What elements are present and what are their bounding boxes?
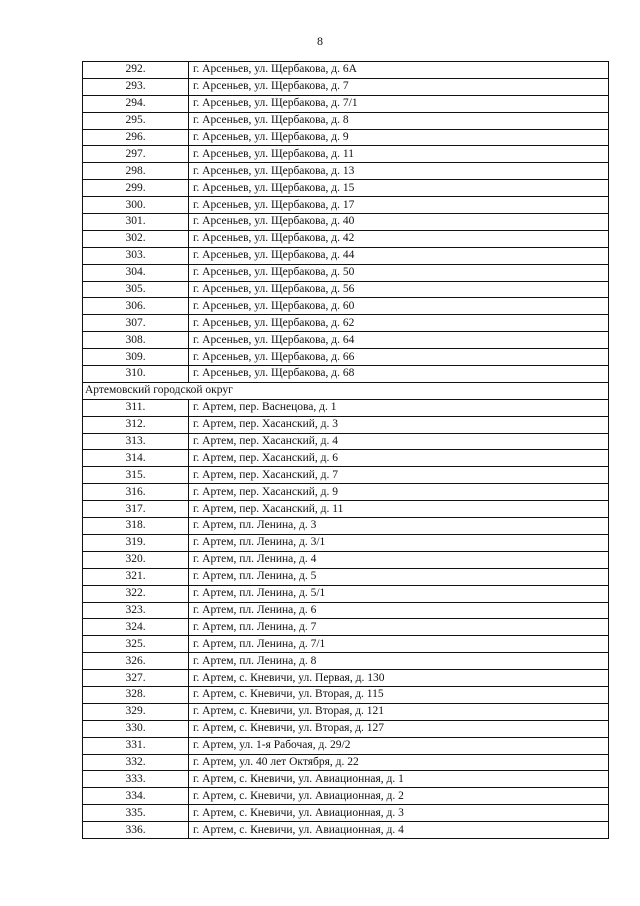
row-address: г. Арсеньев, ул. Щербакова, д. 6А <box>189 62 609 79</box>
table-row <box>83 551 609 568</box>
row-address: г. Арсеньев, ул. Щербакова, д. 17 <box>189 197 609 214</box>
row-number: 319. <box>83 534 189 551</box>
row-number: 302. <box>83 230 189 247</box>
table-row <box>83 720 609 737</box>
row-address: г. Арсеньев, ул. Щербакова, д. 44 <box>189 247 609 264</box>
row-address: г. Арсеньев, ул. Щербакова, д. 11 <box>189 146 609 163</box>
row-address: г. Арсеньев, ул. Щербакова, д. 42 <box>189 230 609 247</box>
row-number: 315. <box>83 467 189 484</box>
row-address: г. Артем, пер. Хасанский, д. 3 <box>189 416 609 433</box>
row-number: 314. <box>83 450 189 467</box>
row-address: г. Артем, пер. Хасанский, д. 11 <box>189 501 609 518</box>
row-address: г. Арсеньев, ул. Щербакова, д. 56 <box>189 281 609 298</box>
row-address: г. Артем, с. Кневичи, ул. Авиационная, д. 4 <box>189 822 609 839</box>
row-address: г. Арсеньев, ул. Щербакова, д. 50 <box>189 264 609 281</box>
row-address: г. Арсеньев, ул. Щербакова, д. 15 <box>189 180 609 197</box>
row-number: 320. <box>83 551 189 568</box>
row-address: г. Арсеньев, ул. Щербакова, д. 13 <box>189 163 609 180</box>
row-number: 292. <box>83 62 189 79</box>
row-address: г. Арсеньев, ул. Щербакова, д. 7 <box>189 78 609 95</box>
table-row <box>83 315 609 332</box>
row-address: г. Артем, пл. Ленина, д. 7 <box>189 619 609 636</box>
row-address: г. Арсеньев, ул. Щербакова, д. 9 <box>189 129 609 146</box>
row-number: 323. <box>83 602 189 619</box>
table-row <box>83 534 609 551</box>
page-number: 8 <box>317 34 323 48</box>
row-address: г. Арсеньев, ул. Щербакова, д. 7/1 <box>189 95 609 112</box>
row-address: г. Артем, пер. Хасанский, д. 7 <box>189 467 609 484</box>
address-table <box>82 61 609 839</box>
row-number: 301. <box>83 214 189 231</box>
row-number: 327. <box>83 670 189 687</box>
row-number: 318. <box>83 518 189 535</box>
row-number: 308. <box>83 332 189 349</box>
row-address: г. Артем, с. Кневичи, ул. Вторая, д. 115 <box>189 686 609 703</box>
row-address: г. Артем, с. Кневичи, ул. Вторая, д. 121 <box>189 703 609 720</box>
table-row <box>83 95 609 112</box>
table-row <box>83 805 609 822</box>
row-address: г. Артем, пл. Ленина, д. 3/1 <box>189 534 609 551</box>
row-address: г. Артем, пер. Хасанский, д. 4 <box>189 433 609 450</box>
row-number: 293. <box>83 78 189 95</box>
row-address: г. Артем, пл. Ленина, д. 4 <box>189 551 609 568</box>
table-row <box>83 366 609 383</box>
table-row <box>83 501 609 518</box>
row-address: г. Артем, пл. Ленина, д. 5/1 <box>189 585 609 602</box>
row-number: 298. <box>83 163 189 180</box>
row-address: г. Артем, пл. Ленина, д. 6 <box>189 602 609 619</box>
row-address: г. Артем, пер. Васнецова, д. 1 <box>189 399 609 416</box>
row-number: 309. <box>83 349 189 366</box>
table-row <box>83 822 609 839</box>
row-address: г. Артем, с. Кневичи, ул. Первая, д. 130 <box>189 670 609 687</box>
table-row <box>83 332 609 349</box>
table-row <box>83 399 609 416</box>
table-row <box>83 619 609 636</box>
table-row <box>83 754 609 771</box>
row-number: 295. <box>83 112 189 129</box>
row-address: г. Артем, пл. Ленина, д. 3 <box>189 518 609 535</box>
table-row <box>83 129 609 146</box>
row-address: г. Артем, пл. Ленина, д. 7/1 <box>189 636 609 653</box>
row-address: г. Арсеньев, ул. Щербакова, д. 66 <box>189 349 609 366</box>
table-row <box>83 653 609 670</box>
row-number: 307. <box>83 315 189 332</box>
row-address: г. Артем, ул. 1-я Рабочая, д. 29/2 <box>189 737 609 754</box>
table-row <box>83 264 609 281</box>
row-number: 329. <box>83 703 189 720</box>
row-number: 328. <box>83 686 189 703</box>
row-number: 313. <box>83 433 189 450</box>
row-number: 305. <box>83 281 189 298</box>
row-number: 333. <box>83 771 189 788</box>
row-number: 294. <box>83 95 189 112</box>
table-row <box>83 585 609 602</box>
row-number: 317. <box>83 501 189 518</box>
row-number: 312. <box>83 416 189 433</box>
row-address: г. Арсеньев, ул. Щербакова, д. 8 <box>189 112 609 129</box>
table-row <box>83 737 609 754</box>
table-row <box>83 602 609 619</box>
row-number: 297. <box>83 146 189 163</box>
section-title: Артемовский городской округ <box>83 382 609 399</box>
row-address: г. Арсеньев, ул. Щербакова, д. 62 <box>189 315 609 332</box>
table-row <box>83 247 609 264</box>
table-row <box>83 703 609 720</box>
row-number: 300. <box>83 197 189 214</box>
row-number: 326. <box>83 653 189 670</box>
table-row <box>83 686 609 703</box>
row-number: 332. <box>83 754 189 771</box>
row-address: г. Артем, пер. Хасанский, д. 9 <box>189 484 609 501</box>
table-row <box>83 112 609 129</box>
table-row <box>83 518 609 535</box>
table-row <box>83 281 609 298</box>
row-address: г. Артем, с. Кневичи, ул. Вторая, д. 127 <box>189 720 609 737</box>
table-row <box>83 62 609 79</box>
table-row <box>83 433 609 450</box>
table-row <box>83 416 609 433</box>
row-number: 299. <box>83 180 189 197</box>
row-number: 325. <box>83 636 189 653</box>
table-row <box>83 78 609 95</box>
table-row <box>83 230 609 247</box>
row-address: г. Артем, ул. 40 лет Октября, д. 22 <box>189 754 609 771</box>
row-number: 303. <box>83 247 189 264</box>
row-number: 321. <box>83 568 189 585</box>
address-table-body <box>83 62 609 839</box>
table-row <box>83 298 609 315</box>
row-number: 304. <box>83 264 189 281</box>
row-address: г. Артем, с. Кневичи, ул. Авиационная, д. 3 <box>189 805 609 822</box>
table-row <box>83 450 609 467</box>
table-row <box>83 467 609 484</box>
table-row <box>83 349 609 366</box>
section-row <box>83 382 609 399</box>
row-number: 334. <box>83 788 189 805</box>
table-row <box>83 568 609 585</box>
row-number: 336. <box>83 822 189 839</box>
row-number: 330. <box>83 720 189 737</box>
row-address: г. Арсеньев, ул. Щербакова, д. 60 <box>189 298 609 315</box>
row-number: 322. <box>83 585 189 602</box>
row-address: г. Артем, пл. Ленина, д. 5 <box>189 568 609 585</box>
row-address: г. Арсеньев, ул. Щербакова, д. 68 <box>189 366 609 383</box>
table-row <box>83 636 609 653</box>
row-number: 311. <box>83 399 189 416</box>
table-row <box>83 146 609 163</box>
table-row <box>83 788 609 805</box>
row-number: 296. <box>83 129 189 146</box>
table-row <box>83 197 609 214</box>
row-number: 306. <box>83 298 189 315</box>
row-address: г. Артем, пл. Ленина, д. 8 <box>189 653 609 670</box>
row-address: г. Арсеньев, ул. Щербакова, д. 40 <box>189 214 609 231</box>
row-number: 324. <box>83 619 189 636</box>
table-row <box>83 163 609 180</box>
row-address: г. Артем, с. Кневичи, ул. Авиационная, д. 2 <box>189 788 609 805</box>
row-address: г. Артем, с. Кневичи, ул. Авиационная, д. 1 <box>189 771 609 788</box>
row-number: 335. <box>83 805 189 822</box>
row-number: 331. <box>83 737 189 754</box>
table-row <box>83 670 609 687</box>
row-number: 310. <box>83 366 189 383</box>
table-row <box>83 214 609 231</box>
table-row <box>83 771 609 788</box>
row-address: г. Артем, пер. Хасанский, д. 6 <box>189 450 609 467</box>
table-row <box>83 180 609 197</box>
row-address: г. Арсеньев, ул. Щербакова, д. 64 <box>189 332 609 349</box>
table-row <box>83 484 609 501</box>
row-number: 316. <box>83 484 189 501</box>
